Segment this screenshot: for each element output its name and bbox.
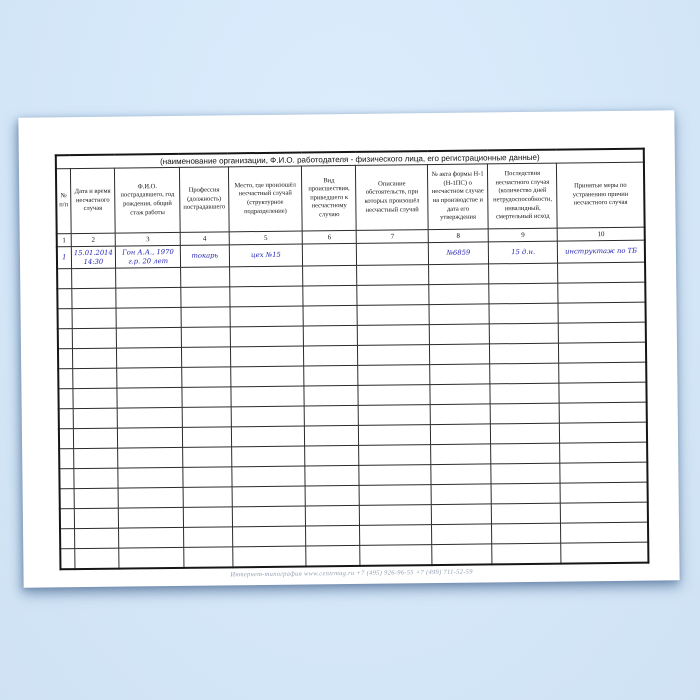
column-number-7: 7	[356, 230, 428, 244]
empty-cell	[306, 545, 360, 566]
empty-cell	[116, 287, 181, 308]
empty-cell	[58, 369, 72, 389]
empty-cell	[116, 267, 181, 288]
empty-cell	[359, 465, 431, 486]
empty-cell	[360, 505, 432, 526]
empty-cell	[58, 329, 72, 349]
empty-cell	[59, 469, 73, 489]
empty-cell	[73, 468, 118, 489]
empty-cell	[230, 326, 304, 347]
empty-cell	[182, 367, 231, 388]
empty-cell	[358, 405, 430, 426]
empty-cell	[58, 309, 72, 329]
empty-cell	[304, 405, 358, 426]
empty-cell	[358, 345, 430, 366]
entry-cell: 15 д.н.	[488, 241, 558, 264]
org-line: (наименование организации, Ф.И.О. работодателя - физического лица, его регистрационные данные)	[56, 149, 644, 169]
empty-cell	[305, 465, 359, 486]
empty-cell	[357, 285, 429, 306]
empty-cell	[558, 302, 645, 323]
empty-cell	[560, 462, 647, 483]
empty-cell	[359, 425, 431, 446]
empty-cell	[182, 387, 231, 408]
empty-cell	[230, 346, 304, 367]
empty-cell	[432, 544, 492, 565]
empty-cell	[490, 423, 560, 444]
empty-cell	[181, 267, 230, 288]
empty-cell	[303, 325, 357, 346]
entry-cell: 15.01.2014 14:30	[71, 246, 116, 269]
empty-cell	[118, 427, 183, 448]
column-header-10: Принятые меры по устранению причин несчастного случая	[557, 162, 645, 228]
empty-cell	[116, 307, 181, 328]
empty-cell	[491, 463, 561, 484]
empty-cell	[430, 364, 490, 385]
empty-cell	[489, 303, 559, 324]
column-number-6: 6	[302, 230, 356, 244]
empty-cell	[57, 269, 71, 289]
empty-cell	[305, 445, 359, 466]
empty-cell	[59, 449, 73, 469]
column-header-1: № п/п	[56, 169, 71, 234]
empty-cell	[232, 526, 306, 547]
column-number-10: 10	[558, 227, 645, 241]
column-number-4: 4	[180, 232, 229, 246]
empty-cell	[230, 366, 304, 387]
column-header-6: Вид происшествия, приведшего к несчастному случаю	[302, 165, 357, 231]
empty-cell	[183, 507, 232, 528]
column-header-5: Место, где произошёл несчастный случай (структурное подразделение)	[228, 166, 302, 232]
empty-cell	[183, 467, 232, 488]
empty-cell	[431, 464, 491, 485]
empty-cell	[118, 487, 183, 508]
empty-cell	[359, 485, 431, 506]
empty-cell	[118, 447, 183, 468]
empty-cell	[559, 342, 646, 363]
empty-cell	[59, 429, 73, 449]
empty-cell	[429, 324, 489, 345]
empty-cell	[183, 447, 232, 468]
empty-cell	[560, 402, 647, 423]
empty-cell	[232, 506, 306, 527]
empty-cell	[304, 365, 358, 386]
empty-cell	[491, 443, 561, 464]
entry-cell: Гон А.А., 1970 г.р. 20 лет	[116, 245, 181, 268]
empty-cell	[231, 446, 305, 467]
entry-cell	[303, 243, 357, 266]
empty-cell	[358, 365, 430, 386]
empty-cell	[432, 524, 492, 545]
empty-cell	[490, 383, 560, 404]
empty-cell	[305, 425, 359, 446]
empty-cell	[561, 522, 648, 543]
empty-cell	[431, 444, 491, 465]
empty-cell	[183, 487, 232, 508]
empty-cell	[430, 424, 490, 445]
empty-cell	[117, 347, 182, 368]
empty-cell	[72, 308, 117, 329]
empty-cell	[184, 547, 233, 568]
empty-cell	[117, 367, 182, 388]
empty-cell	[360, 525, 432, 546]
empty-cell	[59, 409, 73, 429]
empty-cell	[491, 483, 561, 504]
empty-cell	[561, 542, 648, 563]
empty-cell	[182, 427, 231, 448]
empty-cell	[233, 546, 307, 567]
entry-cell: инструктаж по ТБ	[558, 240, 645, 263]
column-number-2: 2	[71, 233, 116, 247]
journal-page	[18, 110, 679, 587]
empty-cell	[72, 348, 117, 369]
column-number-8: 8	[428, 229, 488, 243]
empty-cell	[492, 543, 562, 564]
empty-cell	[73, 428, 118, 449]
empty-cell	[119, 507, 184, 528]
accident-register-table-wrap	[55, 148, 650, 557]
empty-cell	[492, 523, 562, 544]
empty-cell	[561, 502, 648, 523]
empty-cell	[73, 388, 118, 409]
empty-cell	[60, 509, 74, 529]
empty-cell	[303, 305, 357, 326]
empty-cell	[73, 448, 118, 469]
column-number-3: 3	[115, 232, 180, 246]
empty-cell	[304, 345, 358, 366]
empty-cell	[305, 485, 359, 506]
entry-cell: цех №15	[229, 244, 303, 267]
empty-cell	[118, 467, 183, 488]
entry-cell: №6859	[428, 242, 488, 265]
empty-cell	[181, 327, 230, 348]
empty-cell	[230, 306, 304, 327]
empty-cell	[306, 505, 360, 526]
empty-cell	[181, 287, 230, 308]
column-header-2: Дата и время несчастного случая	[70, 168, 115, 234]
empty-cell	[430, 384, 490, 405]
empty-cell	[60, 489, 74, 509]
empty-cell	[491, 503, 561, 524]
empty-cell	[304, 385, 358, 406]
empty-cell	[73, 408, 118, 429]
empty-cell	[71, 288, 116, 309]
empty-cell	[117, 387, 182, 408]
empty-cell	[559, 322, 646, 343]
empty-cell	[429, 284, 489, 305]
column-number-1: 1	[57, 234, 71, 247]
empty-cell	[429, 304, 489, 325]
empty-cell	[117, 407, 182, 428]
entry-cell	[357, 243, 429, 266]
empty-cell	[58, 349, 72, 369]
empty-cell	[58, 389, 72, 409]
empty-cell	[490, 403, 560, 424]
empty-cell	[489, 283, 559, 304]
empty-cell	[357, 265, 429, 286]
column-number-5: 5	[229, 231, 303, 245]
empty-cell	[74, 548, 119, 569]
empty-cell	[559, 362, 646, 383]
empty-cell	[489, 263, 559, 284]
column-header-9: Последствия несчастного случая (количество дней нетрудоспособности, инвалидный, смертельный исход	[487, 163, 557, 229]
empty-cell	[231, 386, 305, 407]
column-number-9: 9	[488, 228, 558, 242]
accident-register-table	[55, 148, 650, 571]
empty-cell	[231, 426, 305, 447]
empty-cell	[560, 422, 647, 443]
empty-cell	[71, 268, 116, 289]
entry-cell: 1	[57, 247, 71, 269]
empty-cell	[360, 545, 432, 566]
empty-cell	[183, 527, 232, 548]
empty-cell	[182, 407, 231, 428]
empty-cell	[429, 264, 489, 285]
empty-cell	[359, 445, 431, 466]
empty-cell	[230, 286, 304, 307]
empty-cell	[431, 504, 491, 525]
empty-cell	[303, 265, 357, 286]
empty-cell	[489, 343, 559, 364]
empty-cell	[560, 482, 647, 503]
print-footer: Интернет-типография www.centrmag.ru +7 (495) 926-96-55 +7 (499) 711-52-59	[230, 568, 473, 579]
empty-cell	[303, 285, 357, 306]
entry-cell: токарь	[180, 245, 229, 268]
empty-cell	[57, 289, 71, 309]
empty-cell	[74, 508, 119, 529]
empty-cell	[558, 282, 645, 303]
column-header-8: № акта формы Н-1 (Н-1ПС) о несчастном случае на производстве и дата его утверждения	[427, 164, 488, 230]
empty-cell	[74, 488, 119, 509]
empty-cell	[558, 262, 645, 283]
empty-cell	[72, 368, 117, 389]
empty-cell	[119, 527, 184, 548]
empty-cell	[560, 442, 647, 463]
empty-cell	[60, 549, 74, 570]
empty-cell	[430, 344, 490, 365]
empty-cell	[306, 525, 360, 546]
empty-cell	[181, 307, 230, 328]
empty-cell	[119, 547, 184, 568]
empty-cell	[181, 347, 230, 368]
empty-cell	[430, 404, 490, 425]
empty-cell	[60, 529, 74, 549]
empty-cell	[489, 323, 559, 344]
column-header-7: Описание обстоятельств, при которых произошёл несчастный случай	[356, 165, 428, 231]
empty-cell	[357, 305, 429, 326]
column-header-3: Ф.И.О. пострадавшего, год рождения, общий стаж работы	[115, 167, 180, 233]
column-header-4: Профессия (должность) пострадавшего	[179, 167, 229, 233]
empty-cell	[490, 363, 560, 384]
empty-cell	[229, 266, 303, 287]
empty-cell	[431, 484, 491, 505]
empty-cell	[232, 466, 306, 487]
empty-cell	[72, 328, 117, 349]
empty-cell	[559, 382, 646, 403]
empty-cell	[232, 486, 306, 507]
empty-cell	[74, 528, 119, 549]
empty-cell	[358, 325, 430, 346]
empty-cell	[117, 327, 182, 348]
empty-cell	[231, 406, 305, 427]
empty-cell	[358, 385, 430, 406]
